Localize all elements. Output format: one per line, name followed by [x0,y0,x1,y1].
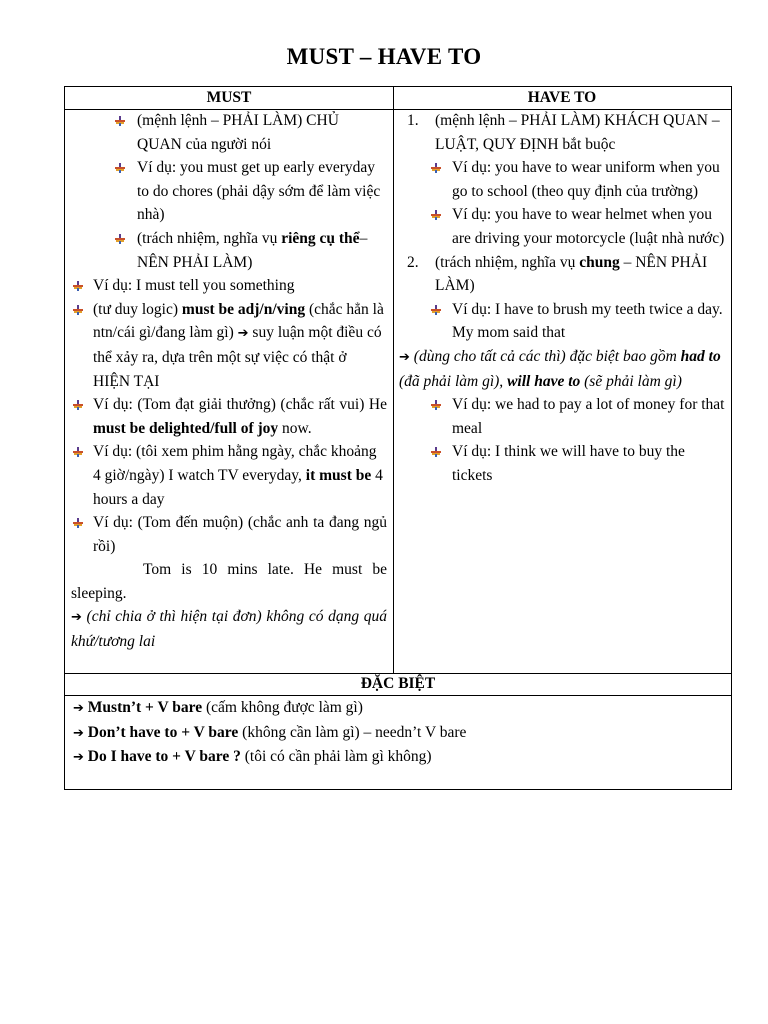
arrow-icon: ➔ [73,750,84,766]
bullet-icon [73,447,83,457]
item-number: 2. [407,253,419,271]
must-item-text: (mệnh lệnh – PHẢI LÀM) CHỦ QUAN của người nói [137,112,339,153]
list-item [65,274,387,298]
list-item [65,393,387,440]
example-sentence: Tom is 10 mins late. He must be sleeping. [71,561,387,602]
bullet-icon [73,518,83,528]
must-item-text: (tư duy logic) [93,300,182,318]
must-item-text: Ví dụ: you must get up early everyday to do chores (phải dậy sớm để làm việc nhà) [137,159,381,224]
must-column [65,109,387,654]
special-rule [73,721,723,746]
list-item [393,298,727,345]
have-to-item-text: (mệnh lệnh – PHẢI LÀM) KHÁCH QUAN – LUẬT, QUY ĐỊNH bắt buộc [435,112,720,153]
list-item [393,440,727,487]
arrow-icon: ➔ [73,725,84,741]
note [393,345,727,393]
special-rule [73,696,723,721]
must-item-text: (chắc hẳn là ntn/cái gì/đang làm gì) [93,300,384,342]
bullet-icon [115,234,125,244]
bold-text: must be adj/n/ving [181,300,306,318]
list-item [393,156,727,203]
arrow-icon: ➔ [73,701,84,716]
bold-text: chung [579,253,620,271]
special-rule [73,745,723,770]
must-item-text: suy luận một điều có thể xảy ra, dựa trên một sự việc có thật ở HIỆN TẠI [93,324,382,390]
numbered-item [393,251,727,298]
must-item-text: (trách nhiệm, nghĩa vụ [137,229,282,247]
must-item-text: – NÊN PHẢI LÀM) [137,229,368,271]
have-to-item-text: Ví dụ: you have to wear helmet when you are driving your motorcycle (luật nhà nước) [452,206,725,247]
italic-note: (dùng cho tất cả các thì) đặc biệt bao gồm [409,347,681,365]
special-section [73,696,723,770]
rule-form: Do I have to + V bare ? [87,748,241,766]
numbered-item [393,109,727,156]
must-item-text: now. [278,419,312,437]
have-to-item-text: Ví dụ: I think we will have to buy the tickets [452,443,685,484]
arrow-icon: ➔ [399,349,410,365]
rule-form: Don’t have to + V bare [87,723,239,741]
have-to-item-text: Ví dụ: we had to pay a lot of money for that meal [452,396,725,437]
list-item [65,298,387,393]
have-to-column [393,109,727,488]
bullet-icon [73,400,83,410]
rule-form: Mustn’t + V bare [87,699,203,716]
special-header: ĐẶC BIỆT [360,675,436,692]
bold-text: riêng cụ thể [281,229,360,247]
have-to-item-text: Ví dụ: I have to brush my teeth twice a day. My mom said that [452,300,723,342]
italic-note: (sẽ phải làm gì) [580,372,682,390]
have-to-item-text: (trách nhiệm, nghĩa vụ [435,253,580,271]
bullet-icon [431,400,441,410]
bullet-icon [431,447,441,457]
must-item-text: Ví dụ: (Tom đạt giải thưởng) (chắc rất vui) He [93,396,387,414]
must-item-text: Ví dụ: I must tell you something [93,277,295,295]
bold-text: must be delighted/full of joy [93,419,279,437]
note [65,605,387,653]
bold-text: will have to [507,372,581,390]
item-number: 1. [407,112,419,129]
must-item-text: 4 hours a day [93,466,383,508]
page-title: MUST – HAVE TO [286,44,482,69]
bullet-icon [115,116,125,126]
bullet-icon [73,305,83,315]
grammar-table [64,86,732,790]
bold-text: it must be [305,466,372,484]
bullet-icon [73,281,83,291]
have-to-item-text: Ví dụ: you have to wear uniform when you go to school (theo quy định của trường) [452,159,720,200]
list-item [65,109,387,156]
arrow-icon: ➔ [71,610,82,626]
bullet-icon [115,163,125,173]
list-item [65,156,387,227]
italic-note: (đã phải làm gì), [399,372,508,390]
list-item [393,203,727,250]
bullet-icon [431,210,441,220]
italic-note: (chỉ chia ở thì hiện tại đơn) không có dạng quá khứ/tương lai [71,608,387,651]
rule-meaning: (cấm không được làm gì) [202,699,363,716]
bold-text: had to [680,347,721,365]
have-to-item-text: – NÊN PHẢI LÀM) [435,253,708,295]
list-item [65,440,387,511]
must-item-text: Ví dụ: (Tom đến muộn) (chắc anh ta đang ngủ rồi) [93,514,387,555]
list-item [65,511,387,558]
arrow-icon: ➔ [237,326,249,342]
header-have-to: HAVE TO [527,89,597,106]
bullet-icon [431,305,441,315]
list-item [65,227,387,274]
must-item-text: Ví dụ: (tôi xem phim hằng ngày, chắc khoảng 4 giờ/ngày) I watch TV everyday, [93,443,377,484]
bullet-icon [431,163,441,173]
rule-meaning: (không cần làm gì) – needn’t V bare [238,723,467,741]
list-item [393,393,727,440]
rule-meaning: (tôi có cần phải làm gì không) [240,748,432,766]
header-must: MUST [65,87,394,109]
